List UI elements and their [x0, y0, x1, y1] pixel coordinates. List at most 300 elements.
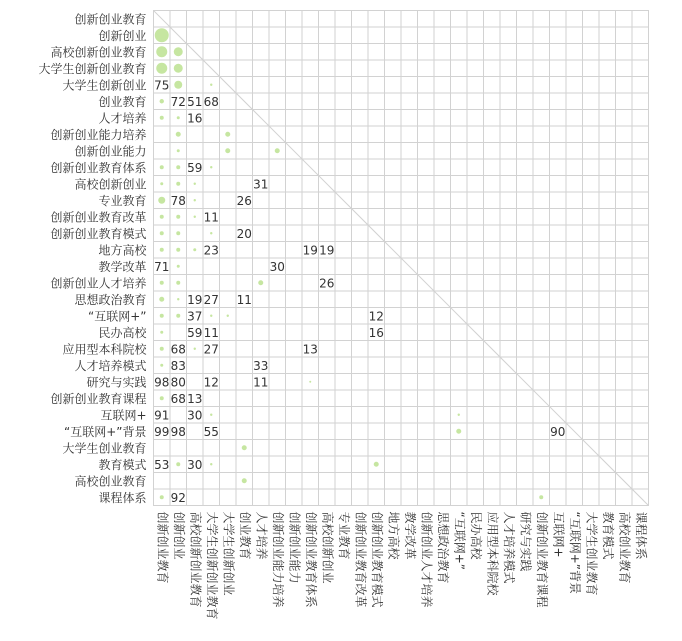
matrix-cell-5-7 [269, 93, 286, 110]
matrix-cell-23-8 [286, 390, 303, 407]
bubble-mark-6 [210, 84, 212, 86]
matrix-cell-25-12 [352, 423, 369, 440]
matrix-cell-0-17 [434, 11, 451, 28]
matrix-cell-5-27 [599, 93, 616, 110]
matrix-cell-5-29 [632, 93, 649, 110]
matrix-cell-3-4 [220, 60, 237, 77]
matrix-cell-4-24 [550, 77, 567, 94]
matrix-cell-26-11 [335, 440, 352, 457]
matrix-cell-25-9 [302, 423, 319, 440]
matrix-cell-5-26 [583, 93, 600, 110]
matrix-cell-28-7 [269, 473, 286, 490]
matrix-cell-23-4 [220, 390, 237, 407]
matrix-cell-19-23 [533, 324, 550, 341]
column-label-7: 创新创业能力培养 [270, 511, 285, 608]
matrix-cell-9-16 [418, 159, 435, 176]
column-label-13: 创新创业教育模式 [369, 511, 384, 608]
matrix-cell-9-25 [566, 159, 583, 176]
bubble-mark-39 [176, 314, 180, 318]
matrix-cell-11-28 [616, 192, 633, 209]
matrix-cell-21-5 [236, 357, 253, 374]
matrix-cell-1-8 [286, 27, 303, 44]
matrix-cell-14-18 [451, 242, 468, 259]
matrix-cell-24-23 [533, 407, 550, 424]
matrix-cell-10-14 [385, 176, 402, 193]
matrix-cell-17-25 [566, 291, 583, 308]
matrix-cell-22-20 [484, 374, 501, 391]
matrix-cell-6-22 [517, 110, 534, 127]
matrix-cell-24-9 [302, 407, 319, 424]
bubble-mark-51 [242, 445, 247, 450]
matrix-cell-8-21 [500, 143, 517, 160]
matrix-cell-19-24 [550, 324, 567, 341]
cell-value-label-10: 20 [236, 226, 252, 241]
matrix-cell-22-21 [500, 374, 517, 391]
matrix-cell-22-16 [418, 374, 435, 391]
matrix-cell-24-19 [467, 407, 484, 424]
matrix-cell-0-19 [467, 11, 484, 28]
matrix-cell-1-10 [319, 27, 336, 44]
matrix-cell-27-12 [352, 456, 369, 473]
matrix-cell-23-13 [368, 390, 385, 407]
matrix-cell-29-19 [467, 489, 484, 506]
column-label-6: 人才培养 [254, 511, 269, 560]
matrix-cell-12-14 [385, 209, 402, 226]
matrix-cell-26-21 [500, 440, 517, 457]
matrix-cell-24-13 [368, 407, 385, 424]
matrix-cell-26-18 [451, 440, 468, 457]
matrix-cell-15-10 [319, 258, 336, 275]
matrix-cell-4-11 [335, 77, 352, 94]
matrix-cell-7-25 [566, 126, 583, 143]
matrix-cell-9-29 [632, 159, 649, 176]
bubble-mark-24 [176, 215, 180, 219]
column-label-14: 地方高校 [386, 511, 401, 560]
matrix-cell-25-29 [632, 423, 649, 440]
matrix-cell-26-2 [187, 440, 204, 457]
column-label-23: 创新创业教育课程 [534, 511, 549, 608]
matrix-cell-0-28 [616, 11, 633, 28]
matrix-cell-22-23 [533, 374, 550, 391]
matrix-cell-0-15 [401, 11, 418, 28]
matrix-cell-3-16 [418, 60, 435, 77]
matrix-cell-9-28 [616, 159, 633, 176]
cell-value-label-27: 13 [302, 342, 318, 357]
matrix-cell-20-11 [335, 341, 352, 358]
matrix-cell-0-21 [500, 11, 517, 28]
matrix-cell-7-27 [599, 126, 616, 143]
matrix-cell-18-27 [599, 308, 616, 325]
matrix-cell-25-11 [335, 423, 352, 440]
bubble-mark-57 [539, 495, 543, 499]
matrix-cell-21-7 [269, 357, 286, 374]
matrix-cell-23-25 [566, 390, 583, 407]
matrix-cell-15-28 [616, 258, 633, 275]
matrix-cell-20-18 [451, 341, 468, 358]
matrix-cell-11-24 [550, 192, 567, 209]
matrix-cell-6-9 [302, 110, 319, 127]
matrix-cell-24-6 [253, 407, 270, 424]
matrix-cell-7-26 [583, 126, 600, 143]
matrix-cell-3-6 [253, 60, 270, 77]
matrix-cell-12-22 [517, 209, 534, 226]
bubble-mark-42 [160, 331, 163, 334]
matrix-cell-18-6 [253, 308, 270, 325]
cell-value-label-20: 37 [187, 309, 203, 324]
matrix-cell-8-24 [550, 143, 567, 160]
matrix-cell-1-5 [236, 27, 253, 44]
column-label-15: 教学改革 [402, 511, 417, 560]
matrix-cell-21-17 [434, 357, 451, 374]
matrix-cell-12-27 [599, 209, 616, 226]
matrix-cell-28-16 [418, 473, 435, 490]
matrix-cell-23-29 [632, 390, 649, 407]
matrix-cell-12-4 [220, 209, 237, 226]
matrix-cell-2-17 [434, 44, 451, 61]
matrix-cell-22-11 [335, 374, 352, 391]
matrix-cell-21-13 [368, 357, 385, 374]
matrix-cell-8-14 [385, 143, 402, 160]
matrix-cell-14-24 [550, 242, 567, 259]
matrix-cell-7-18 [451, 126, 468, 143]
matrix-cell-18-26 [583, 308, 600, 325]
matrix-cell-27-5 [236, 456, 253, 473]
matrix-cell-28-29 [632, 473, 649, 490]
matrix-cell-13-27 [599, 225, 616, 242]
matrix-cell-2-11 [335, 44, 352, 61]
matrix-cell-11-10 [319, 192, 336, 209]
matrix-cell-6-4 [220, 110, 237, 127]
matrix-cell-2-10 [319, 44, 336, 61]
matrix-cell-29-11 [335, 489, 352, 506]
matrix-cell-26-28 [616, 440, 633, 457]
cell-value-label-37: 30 [187, 408, 203, 423]
matrix-cell-13-9 [302, 225, 319, 242]
matrix-cell-8-22 [517, 143, 534, 160]
matrix-cell-6-25 [566, 110, 583, 127]
matrix-cell-17-21 [500, 291, 517, 308]
cell-value-label-6: 31 [253, 177, 269, 192]
matrix-cell-15-24 [550, 258, 567, 275]
matrix-cell-21-9 [302, 357, 319, 374]
matrix-cell-1-25 [566, 27, 583, 44]
matrix-cell-11-7 [269, 192, 286, 209]
matrix-cell-22-19 [467, 374, 484, 391]
matrix-cell-2-4 [220, 44, 237, 61]
matrix-cell-9-11 [335, 159, 352, 176]
matrix-cell-10-27 [599, 176, 616, 193]
matrix-cell-21-4 [220, 357, 237, 374]
bubble-mark-43 [160, 347, 164, 351]
matrix-cell-25-26 [583, 423, 600, 440]
matrix-cell-8-20 [484, 143, 501, 160]
matrix-cell-20-10 [319, 341, 336, 358]
matrix-cell-13-10 [319, 225, 336, 242]
matrix-cell-6-3 [203, 110, 220, 127]
matrix-cell-8-10 [319, 143, 336, 160]
matrix-cell-1-21 [500, 27, 517, 44]
matrix-cell-16-5 [236, 275, 253, 292]
matrix-cell-5-11 [335, 93, 352, 110]
matrix-cell-28-11 [335, 473, 352, 490]
matrix-cell-14-28 [616, 242, 633, 259]
matrix-cell-25-13 [368, 423, 385, 440]
matrix-cell-27-24 [550, 456, 567, 473]
matrix-cell-0-14 [385, 11, 402, 28]
matrix-cell-0-26 [583, 11, 600, 28]
row-label-29: 课程体系 [98, 490, 147, 505]
matrix-cell-3-25 [566, 60, 583, 77]
matrix-cell-4-23 [533, 77, 550, 94]
matrix-cell-28-1 [170, 473, 187, 490]
matrix-cell-9-14 [385, 159, 402, 176]
matrix-cell-18-20 [484, 308, 501, 325]
matrix-cell-27-15 [401, 456, 418, 473]
matrix-cell-0-3 [203, 11, 220, 28]
matrix-cell-2-22 [517, 44, 534, 61]
row-label-18: “互联网+” [88, 309, 147, 324]
matrix-cell-21-20 [484, 357, 501, 374]
bubble-mark-10 [176, 132, 181, 137]
matrix-cell-2-3 [203, 44, 220, 61]
matrix-cell-3-11 [335, 60, 352, 77]
matrix-cell-7-24 [550, 126, 567, 143]
cell-value-label-5: 59 [187, 160, 203, 175]
matrix-cell-14-15 [401, 242, 418, 259]
matrix-cell-10-9 [302, 176, 319, 193]
matrix-cell-25-20 [484, 423, 501, 440]
matrix-cell-17-13 [368, 291, 385, 308]
bubble-mark-28 [210, 232, 212, 234]
matrix-cell-20-27 [599, 341, 616, 358]
matrix-cell-26-19 [467, 440, 484, 457]
matrix-cell-26-24 [550, 440, 567, 457]
matrix-cell-22-10 [319, 374, 336, 391]
matrix-cell-29-21 [500, 489, 517, 506]
matrix-cell-20-28 [616, 341, 633, 358]
matrix-cell-3-18 [451, 60, 468, 77]
matrix-cell-3-10 [319, 60, 336, 77]
matrix-cell-5-28 [616, 93, 633, 110]
matrix-cell-11-16 [418, 192, 435, 209]
matrix-cell-26-20 [484, 440, 501, 457]
matrix-cell-4-2 [187, 77, 204, 94]
matrix-cell-21-29 [632, 357, 649, 374]
matrix-cell-24-28 [616, 407, 633, 424]
cell-value-label-39: 98 [170, 424, 186, 439]
cell-value-label-12: 19 [302, 243, 318, 258]
bubble-mark-54 [374, 462, 379, 467]
matrix-cell-21-3 [203, 357, 220, 374]
matrix-cell-16-19 [467, 275, 484, 292]
bubble-mark-53 [210, 463, 212, 465]
cell-value-label-2: 51 [187, 94, 203, 109]
cell-value-label-7: 78 [170, 193, 186, 208]
matrix-cell-11-12 [352, 192, 369, 209]
matrix-cell-24-12 [352, 407, 369, 424]
matrix-cell-12-9 [302, 209, 319, 226]
matrix-cell-26-15 [401, 440, 418, 457]
matrix-cell-18-22 [517, 308, 534, 325]
matrix-cell-17-23 [533, 291, 550, 308]
matrix-cell-14-19 [467, 242, 484, 259]
matrix-cell-4-16 [418, 77, 435, 94]
matrix-cell-16-17 [434, 275, 451, 292]
matrix-cell-25-5 [236, 423, 253, 440]
cell-value-label-1: 72 [170, 94, 186, 109]
bubble-mark-52 [176, 462, 180, 466]
matrix-cell-18-24 [550, 308, 567, 325]
row-label-17: 思想政治教育 [74, 292, 147, 307]
column-label-9: 创新创业教育体系 [303, 511, 318, 608]
matrix-cell-21-24 [550, 357, 567, 374]
matrix-cell-29-27 [599, 489, 616, 506]
matrix-cell-16-29 [632, 275, 649, 292]
matrix-cell-15-17 [434, 258, 451, 275]
matrix-cell-24-27 [599, 407, 616, 424]
matrix-cell-12-25 [566, 209, 583, 226]
bubble-mark-50 [456, 429, 461, 434]
matrix-cell-1-9 [302, 27, 319, 44]
matrix-cell-9-15 [401, 159, 418, 176]
matrix-cell-7-0 [154, 126, 171, 143]
matrix-cell-27-20 [484, 456, 501, 473]
matrix-cell-8-0 [154, 143, 171, 160]
matrix-cell-23-27 [599, 390, 616, 407]
bubble-mark-19 [176, 182, 180, 186]
matrix-cell-4-26 [583, 77, 600, 94]
matrix-cell-10-24 [550, 176, 567, 193]
matrix-cell-19-5 [236, 324, 253, 341]
matrix-cell-26-7 [269, 440, 286, 457]
matrix-cell-2-6 [253, 44, 270, 61]
column-label-26: 大学生创业教育 [584, 511, 599, 596]
matrix-cell-25-10 [319, 423, 336, 440]
bubble-mark-4 [174, 64, 183, 73]
matrix-cell-21-23 [533, 357, 550, 374]
matrix-cell-14-23 [533, 242, 550, 259]
matrix-cell-16-14 [385, 275, 402, 292]
matrix-cell-17-19 [467, 291, 484, 308]
column-label-3: 大学生创新创业教育 [204, 511, 219, 620]
matrix-cell-19-21 [500, 324, 517, 341]
matrix-cell-29-18 [451, 489, 468, 506]
cell-value-label-4: 16 [187, 111, 203, 126]
matrix-cell-21-15 [401, 357, 418, 374]
matrix-cell-9-23 [533, 159, 550, 176]
matrix-cell-0-18 [451, 11, 468, 28]
matrix-cell-6-29 [632, 110, 649, 127]
matrix-cell-19-4 [220, 324, 237, 341]
matrix-cell-22-18 [451, 374, 468, 391]
matrix-cell-15-12 [352, 258, 369, 275]
row-label-6: 人才培养 [98, 111, 147, 126]
matrix-cell-10-26 [583, 176, 600, 193]
matrix-cell-3-27 [599, 60, 616, 77]
matrix-cell-25-22 [517, 423, 534, 440]
matrix-cell-14-21 [500, 242, 517, 259]
matrix-cell-29-22 [517, 489, 534, 506]
matrix-cell-3-22 [517, 60, 534, 77]
matrix-cell-14-12 [352, 242, 369, 259]
matrix-cell-22-14 [385, 374, 402, 391]
matrix-cell-6-10 [319, 110, 336, 127]
matrix-cell-5-9 [302, 93, 319, 110]
matrix-cell-0-22 [517, 11, 534, 28]
bubble-mark-36 [159, 297, 164, 302]
matrix-cell-12-21 [500, 209, 517, 226]
bubble-mark-13 [225, 148, 230, 153]
matrix-cell-25-14 [385, 423, 402, 440]
bubble-mark-41 [227, 315, 229, 317]
matrix-cell-0-11 [335, 11, 352, 28]
column-label-25: “互联网+”背景 [567, 511, 582, 594]
cell-value-label-28: 83 [170, 358, 186, 373]
matrix-cell-0-25 [566, 11, 583, 28]
bubble-mark-2 [174, 47, 183, 56]
row-label-21: 人才培养模式 [74, 358, 147, 373]
matrix-cell-13-23 [533, 225, 550, 242]
matrix-cell-7-15 [401, 126, 418, 143]
matrix-cell-0-7 [269, 11, 286, 28]
bubble-mark-29 [160, 248, 164, 252]
matrix-cell-20-13 [368, 341, 385, 358]
matrix-cell-7-13 [368, 126, 385, 143]
matrix-cell-24-16 [418, 407, 435, 424]
bubble-mark-33 [160, 281, 164, 285]
matrix-cell-14-25 [566, 242, 583, 259]
cell-value-label-40: 55 [203, 424, 219, 439]
matrix-cell-19-6 [253, 324, 270, 341]
matrix-cell-13-14 [385, 225, 402, 242]
matrix-cell-28-20 [484, 473, 501, 490]
bubble-mark-30 [176, 248, 180, 252]
matrix-cell-13-29 [632, 225, 649, 242]
matrix-cell-17-26 [583, 291, 600, 308]
matrix-cell-21-14 [385, 357, 402, 374]
matrix-cell-18-28 [616, 308, 633, 325]
matrix-cell-18-23 [533, 308, 550, 325]
matrix-cell-16-18 [451, 275, 468, 292]
matrix-cell-26-12 [352, 440, 369, 457]
matrix-cell-19-22 [517, 324, 534, 341]
column-label-28: 高校创业教育 [617, 511, 632, 584]
bubble-mark-5 [174, 81, 182, 89]
matrix-cell-23-22 [517, 390, 534, 407]
matrix-cell-5-21 [500, 93, 517, 110]
matrix-cell-1-15 [401, 27, 418, 44]
cell-value-label-15: 30 [269, 259, 285, 274]
cell-value-label-26: 27 [203, 342, 219, 357]
matrix-cell-2-13 [368, 44, 385, 61]
matrix-cell-21-26 [583, 357, 600, 374]
matrix-cell-9-26 [583, 159, 600, 176]
matrix-cell-1-19 [467, 27, 484, 44]
matrix-cell-28-19 [467, 473, 484, 490]
matrix-cell-15-20 [484, 258, 501, 275]
matrix-cell-9-27 [599, 159, 616, 176]
matrix-cell-7-17 [434, 126, 451, 143]
matrix-cell-5-25 [566, 93, 583, 110]
cell-value-label-14: 71 [154, 259, 170, 274]
matrix-cell-27-25 [566, 456, 583, 473]
matrix-cell-25-17 [434, 423, 451, 440]
row-label-0: 创新创业教育 [74, 12, 147, 27]
matrix-cell-17-9 [302, 291, 319, 308]
bubble-mark-45 [160, 364, 163, 367]
cell-value-label-21: 12 [368, 309, 384, 324]
matrix-cell-26-3 [203, 440, 220, 457]
